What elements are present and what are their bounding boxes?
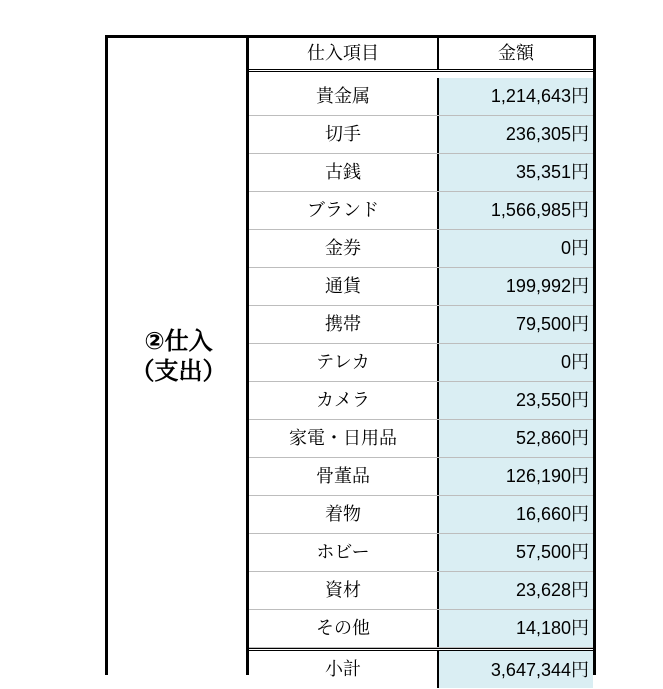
- row-amount[interactable]: 79,500円: [439, 306, 593, 343]
- row-name: 資材: [249, 572, 439, 609]
- table-row[interactable]: [249, 116, 593, 154]
- row-name: その他: [249, 610, 439, 647]
- table-row[interactable]: [249, 268, 593, 306]
- row-name: 切手: [249, 116, 439, 153]
- row-name: 貴金属: [249, 78, 439, 115]
- row-amount[interactable]: 0円: [439, 230, 593, 267]
- table-row[interactable]: [249, 344, 593, 382]
- table-row[interactable]: [249, 496, 593, 534]
- row-amount[interactable]: 1,214,643円: [439, 78, 593, 115]
- row-name: ホビー: [249, 534, 439, 571]
- table-header: [249, 38, 593, 72]
- row-amount[interactable]: 1,566,985円: [439, 192, 593, 229]
- table-body: [249, 78, 593, 688]
- row-amount[interactable]: 23,628円: [439, 572, 593, 609]
- row-name: 家電・日用品: [249, 420, 439, 457]
- subtotal-label: 小計: [249, 651, 439, 688]
- section-label: [111, 326, 246, 386]
- table-row[interactable]: [249, 534, 593, 572]
- header-item: 仕入項目: [249, 38, 439, 69]
- row-name: ブランド: [249, 192, 439, 229]
- table-row[interactable]: [249, 610, 593, 648]
- row-name: 古銭: [249, 154, 439, 191]
- section-label-line1: ②仕入: [144, 327, 213, 355]
- row-amount[interactable]: 23,550円: [439, 382, 593, 419]
- table-row[interactable]: [249, 230, 593, 268]
- table-row[interactable]: [249, 306, 593, 344]
- row-name: カメラ: [249, 382, 439, 419]
- row-amount[interactable]: 35,351円: [439, 154, 593, 191]
- row-amount[interactable]: 52,860円: [439, 420, 593, 457]
- row-amount[interactable]: 57,500円: [439, 534, 593, 571]
- row-amount[interactable]: 236,305円: [439, 116, 593, 153]
- section-cell: [105, 35, 246, 675]
- row-amount[interactable]: 16,660円: [439, 496, 593, 533]
- section-label-line2: （支出）: [130, 357, 227, 385]
- table-row[interactable]: [249, 78, 593, 116]
- table-row[interactable]: [249, 572, 593, 610]
- header-amount: 金額: [498, 43, 534, 64]
- subtotal-row[interactable]: [249, 648, 593, 688]
- table-row[interactable]: [249, 154, 593, 192]
- row-amount[interactable]: 14,180円: [439, 610, 593, 647]
- row-name: 携帯: [249, 306, 439, 343]
- row-name: 通貨: [249, 268, 439, 305]
- table-row[interactable]: [249, 192, 593, 230]
- table-row[interactable]: [249, 382, 593, 420]
- row-amount[interactable]: 126,190円: [439, 458, 593, 495]
- purchase-table: [246, 35, 596, 680]
- row-name: 骨董品: [249, 458, 439, 495]
- subtotal-amount[interactable]: 3,647,344円: [439, 651, 593, 688]
- table-row[interactable]: [249, 420, 593, 458]
- table-row[interactable]: [249, 458, 593, 496]
- row-name: 金券: [249, 230, 439, 267]
- purchase-sheet: [105, 35, 595, 680]
- row-name: 着物: [249, 496, 439, 533]
- row-amount[interactable]: 0円: [439, 344, 593, 381]
- row-name: テレカ: [249, 344, 439, 381]
- row-amount[interactable]: 199,992円: [439, 268, 593, 305]
